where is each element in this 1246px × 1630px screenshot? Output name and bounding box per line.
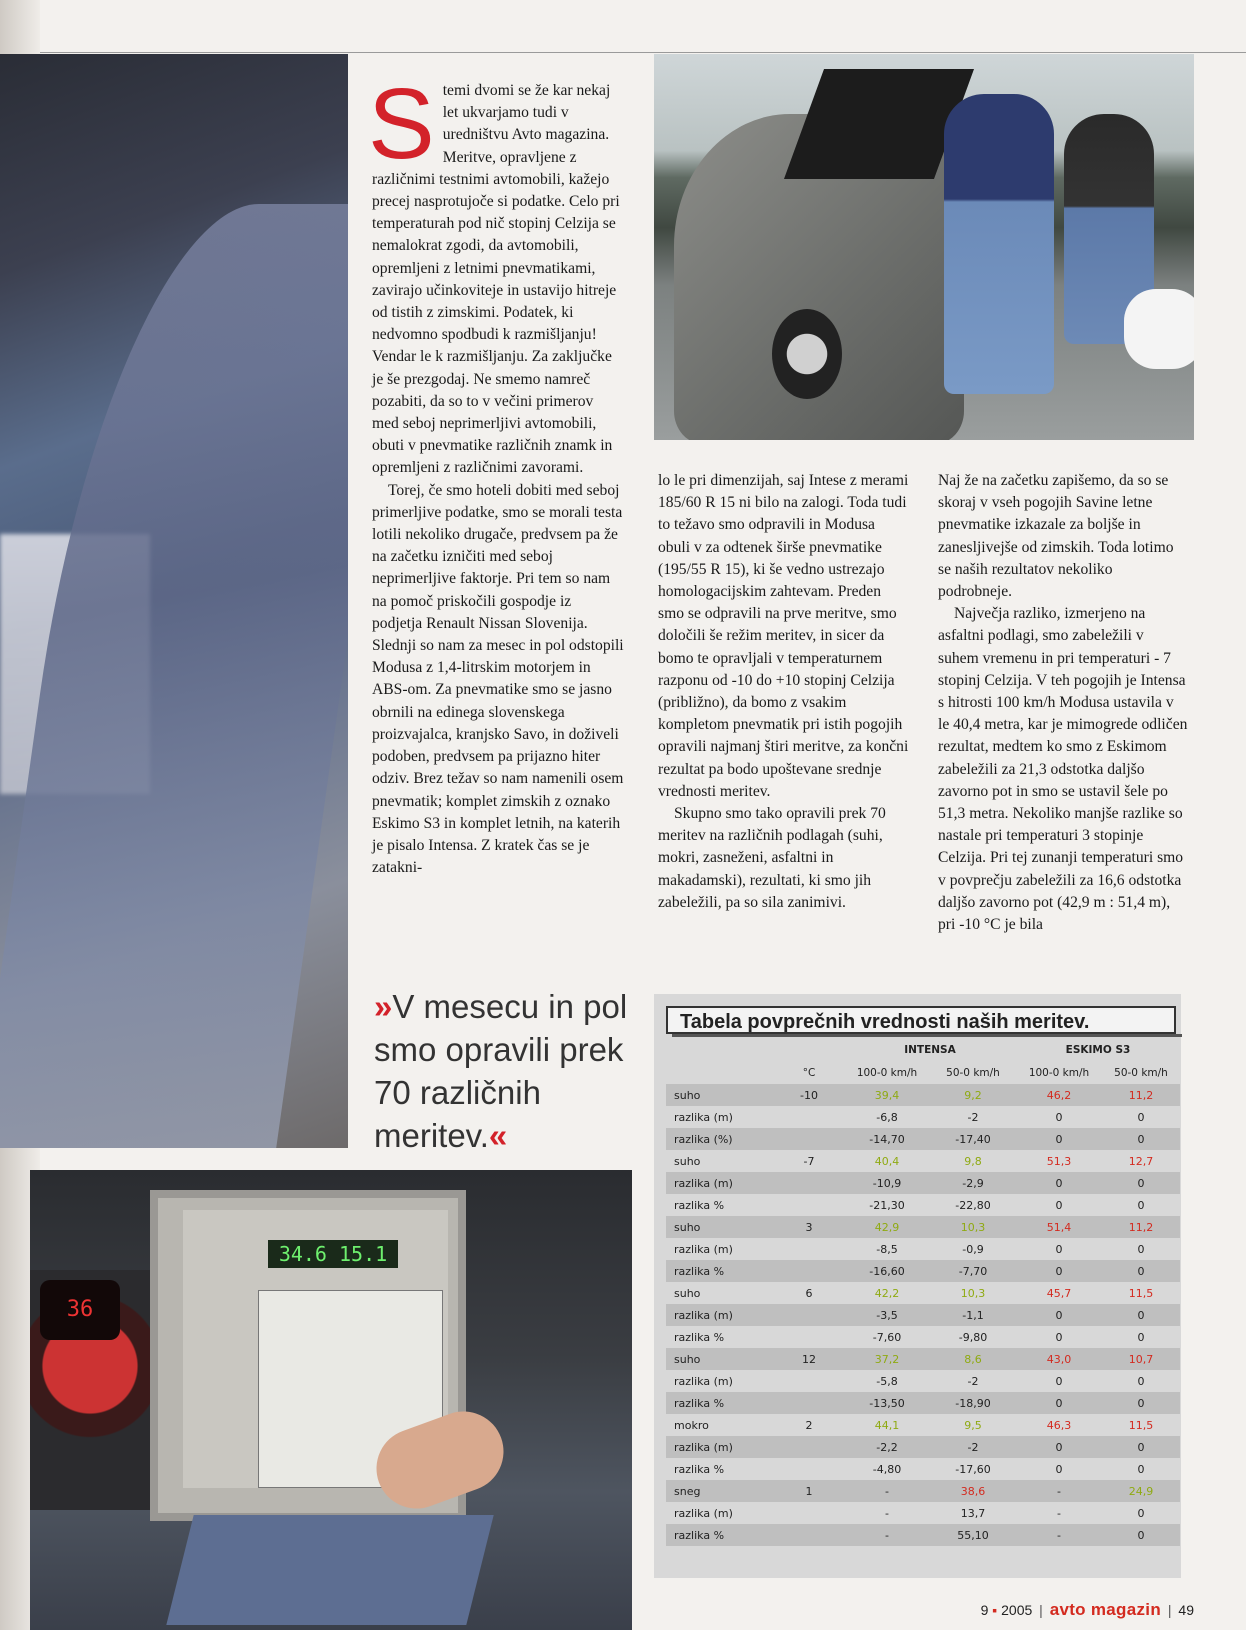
paragraph-text: temi dvomi se že kar nekaj let ukvarjamo tudi v uredništvu Avto magazina. Meritve, opravljene z različnimi testnimi avtomobili, kažejo precej nasprotujoče si podatke. Celo pri temperaturah pod nič stopinj Celzija se nemalokrat zgodi, da avtomobili, opremljeni z letnimi pnevmatikami, zavirajo učinkoviteje in ustavijo hitreje od tistih z zimskimi. Podatek, ki nedvomno spodbudi k razmišljanju! Vendar le k razmišljanju. Za zaključke je še prezgodaj. Ne smemo namreč pozabiti, da so to v večini primerov med seboj neprimerljivi avtomobili, obuti v pnevmatike različnih znamk in opremljeni z različnimi zavorami.	[372, 82, 620, 477]
table-cell: 0	[1055, 1462, 1063, 1476]
table-cell: 55,10	[930, 1524, 1016, 1546]
table-cell: 9,2	[930, 1084, 1016, 1106]
row-label: suho	[666, 1084, 774, 1106]
table-cell	[774, 1392, 844, 1414]
table-cell: 0	[1137, 1506, 1145, 1520]
row-label: suho	[674, 1154, 701, 1168]
row-label: razlika %	[674, 1330, 725, 1344]
table-cell: -	[1057, 1506, 1061, 1520]
group-header-eskimo: ESKIMO S3	[1065, 1044, 1131, 1056]
photo-dashboard	[30, 1270, 150, 1510]
photo-motion-person	[0, 54, 348, 1148]
issue-year: 2005	[1001, 1602, 1033, 1618]
table-row	[666, 1414, 1180, 1436]
table-cell: 42,9	[844, 1216, 930, 1238]
table-cell	[774, 1238, 844, 1260]
table-cell: 0	[1055, 1242, 1063, 1256]
group-header-intensa: INTENSA	[904, 1044, 956, 1056]
table-row	[666, 1458, 1180, 1480]
table-cell: 42,2	[874, 1286, 900, 1300]
table-cell: -14,70	[844, 1128, 930, 1150]
pull-quote-text: V mesecu in pol smo opravili prek 70 različnih meritev.	[374, 988, 628, 1154]
table-row	[666, 1392, 1180, 1414]
table-cell: -	[1016, 1480, 1102, 1502]
table-cell: -2	[930, 1436, 1016, 1458]
table-cell	[774, 1326, 844, 1348]
table-cell: 8,6	[930, 1348, 1016, 1370]
row-label: razlika %	[666, 1392, 774, 1414]
table-cell: 0	[1016, 1436, 1102, 1458]
table-cell: 0	[1137, 1374, 1145, 1388]
article-paragraph: lo le pri dimenzijah, saj Intese z merami 185/60 R 15 ni bilo na zalogi. Toda tudi to težavo smo odpravili in Modusa obuli v za odtenek širše pnevmatike (195/55 R 15), ki še vedno ustrezajo homologacijskim zahtevam. Preden smo se odpravili na prve meritve, smo določili še režim meritev, in sicer da bomo te opravljali v temperaturnem razponu od -10 do +10 stopinj Celzija (približno), da bomo z vsakim kompletom pnevmatik pri istih pogojih opravili najmanj štiri meritve, za končni rezultat pa bodo upoštevane srednje vrednosti meritev.	[658, 472, 909, 800]
article-column-2	[658, 470, 910, 914]
table-cell: 0	[1055, 1330, 1063, 1344]
photo-wheel	[772, 309, 842, 399]
table-cell: 0	[1102, 1304, 1180, 1326]
row-label: razlika (m)	[666, 1436, 774, 1458]
table-cell: 0	[1055, 1198, 1063, 1212]
table-cell: -	[844, 1524, 930, 1546]
table-cell: 10,7	[1102, 1348, 1180, 1370]
table-cell: 6	[805, 1286, 813, 1300]
quote-open-mark: »	[374, 988, 393, 1025]
table-row	[666, 1216, 1180, 1238]
table-cell: 10,3	[930, 1216, 1016, 1238]
table-cell: -6,8	[876, 1110, 898, 1124]
table-cell: 46,2	[1016, 1084, 1102, 1106]
table-cell: -7	[803, 1154, 815, 1168]
magazine-name: avto magazin	[1049, 1600, 1161, 1619]
table-cell	[774, 1128, 844, 1150]
col-header-eskimo-50: 50-0 km/h	[1114, 1067, 1168, 1079]
table-cell: 0	[1016, 1392, 1102, 1414]
table-cell: -7,70	[930, 1260, 1016, 1282]
col-header-temp: °C	[802, 1067, 816, 1079]
table-cell: 13,7	[960, 1506, 986, 1520]
col-header-intensa-100: 100-0 km/h	[856, 1067, 918, 1079]
table-cell: -22,80	[955, 1198, 991, 1212]
article-paragraph: Naj že na začetku zapišemo, da so se skoraj v vseh pogojih Savine letne pnevmatike izkazale za boljše in zanesljivejše od zimskih. Toda lotimo se naših rezultatov nekoliko podrobneje.	[938, 472, 1174, 601]
table-cell: 43,0	[1016, 1348, 1102, 1370]
table-row	[666, 1370, 1180, 1392]
row-label: razlika (m)	[674, 1506, 733, 1520]
table-cell: 45,7	[1046, 1286, 1072, 1300]
table-cell: 0	[1016, 1128, 1102, 1150]
col-header-eskimo-100: 100-0 km/h	[1028, 1067, 1090, 1079]
table-row	[666, 1106, 1180, 1128]
table-cell: 39,4	[844, 1084, 930, 1106]
table-cell: 0	[1137, 1110, 1145, 1124]
row-label: razlika %	[666, 1260, 774, 1282]
page-footer	[981, 1600, 1194, 1620]
photo-car-tire-change	[654, 54, 1194, 440]
footer-separator: |	[1039, 1602, 1043, 1618]
footer-dot: ▪	[992, 1602, 998, 1618]
row-label: suho	[674, 1286, 701, 1300]
table-body	[666, 1084, 1180, 1546]
row-label: razlika %	[674, 1198, 725, 1212]
table-cell: -17,40	[930, 1128, 1016, 1150]
table-cell: 12,7	[1128, 1154, 1154, 1168]
table-row	[666, 1128, 1180, 1150]
table-cell: 38,6	[930, 1480, 1016, 1502]
table-column-header	[666, 1062, 1180, 1084]
col-header-intensa-50: 50-0 km/h	[946, 1067, 1000, 1079]
issue-number: 9	[980, 1602, 989, 1618]
footer-separator: |	[1167, 1602, 1172, 1618]
table-cell: 9,8	[964, 1154, 982, 1168]
table-cell: -2,9	[930, 1172, 1016, 1194]
table-cell: 51,4	[1016, 1216, 1102, 1238]
table-row	[666, 1194, 1180, 1216]
table-row	[666, 1260, 1180, 1282]
top-rule	[40, 52, 1246, 53]
table-cell: 10,3	[960, 1286, 986, 1300]
table-cell: 0	[1102, 1128, 1180, 1150]
table-cell: 40,4	[874, 1154, 900, 1168]
table-cell: -9,80	[958, 1330, 988, 1344]
table-cell: -2,2	[844, 1436, 930, 1458]
table-cell: -	[885, 1506, 889, 1520]
table-cell	[774, 1370, 844, 1392]
photo-white-bag	[1124, 289, 1194, 369]
table-cell	[774, 1304, 844, 1326]
drop-cap: S	[368, 68, 435, 180]
table-cell: -2	[967, 1374, 979, 1388]
table-row	[666, 1326, 1180, 1348]
quote-close-mark: «	[488, 1117, 508, 1154]
table-cell: 1	[774, 1480, 844, 1502]
table-cell	[774, 1524, 844, 1546]
table-cell: 11,2	[1102, 1084, 1180, 1106]
table-row	[666, 1084, 1180, 1106]
row-label: razlika (m)	[666, 1304, 774, 1326]
table-cell: 0	[1102, 1392, 1180, 1414]
pull-quote	[374, 985, 644, 1157]
table-row	[666, 1436, 1180, 1458]
table-row	[666, 1524, 1180, 1546]
table-cell: 0	[1137, 1242, 1145, 1256]
table-row	[666, 1304, 1180, 1326]
table-cell: 11,2	[1102, 1216, 1180, 1238]
article-column-3	[938, 470, 1188, 936]
article-column-1	[368, 68, 624, 879]
table-cell: 24,9	[1102, 1480, 1180, 1502]
table-cell: 0	[1137, 1462, 1145, 1476]
table-cell: 9,5	[964, 1418, 982, 1432]
row-label: suho	[666, 1348, 774, 1370]
table-cell: 0	[1055, 1110, 1063, 1124]
row-label: razlika (m)	[674, 1110, 733, 1124]
table-cell: 0	[1016, 1172, 1102, 1194]
table-cell: 0	[1016, 1304, 1102, 1326]
photo-laptop-in-car	[30, 1170, 632, 1630]
table-cell: 11,5	[1128, 1418, 1154, 1432]
table-cell: 37,2	[844, 1348, 930, 1370]
table-cell: 0	[1102, 1172, 1180, 1194]
measurements-table	[666, 1038, 1180, 1546]
table-cell: -4,80	[872, 1462, 902, 1476]
row-label: razlika %	[666, 1524, 774, 1546]
photo-speed-gauge: 36	[40, 1280, 120, 1340]
table-cell: -5,8	[876, 1374, 898, 1388]
table-title: Tabela povprečnih vrednosti naših meritev.	[666, 1006, 1176, 1034]
table-cell	[774, 1106, 844, 1128]
photo-keyboard	[166, 1515, 493, 1625]
table-cell	[774, 1194, 844, 1216]
table-cell: -13,50	[844, 1392, 930, 1414]
table-cell: -8,5	[876, 1242, 898, 1256]
table-cell: -16,60	[844, 1260, 930, 1282]
table-cell	[774, 1172, 844, 1194]
table-cell: 0	[1055, 1374, 1063, 1388]
table-row	[666, 1150, 1180, 1172]
table-cell: 46,3	[1046, 1418, 1072, 1432]
photo-jeans-blur	[0, 204, 348, 1148]
table-cell: -0,9	[962, 1242, 984, 1256]
table-cell: 0	[1137, 1330, 1145, 1344]
table-cell: -1,1	[930, 1304, 1016, 1326]
row-label: mokro	[674, 1418, 709, 1432]
table-cell: -7,60	[872, 1330, 902, 1344]
photo-lcd-readout: 34.6 15.1	[268, 1240, 398, 1268]
table-cell: -10	[774, 1084, 844, 1106]
table-row	[666, 1480, 1180, 1502]
table-cell: -2	[967, 1110, 979, 1124]
page-number: 49	[1178, 1602, 1194, 1618]
table-cell: 51,3	[1046, 1154, 1072, 1168]
table-cell: -18,90	[930, 1392, 1016, 1414]
row-label: suho	[666, 1216, 774, 1238]
table-cell: -21,30	[869, 1198, 905, 1212]
table-cell	[774, 1436, 844, 1458]
table-cell	[774, 1458, 844, 1480]
article-paragraph	[368, 68, 624, 480]
row-label: razlika (m)	[666, 1172, 774, 1194]
row-label: razlika (%)	[666, 1128, 774, 1150]
table-cell: 0	[1102, 1524, 1180, 1546]
table-row	[666, 1172, 1180, 1194]
table-cell: 2	[805, 1418, 813, 1432]
table-row	[666, 1348, 1180, 1370]
table-row	[666, 1502, 1180, 1524]
table-cell: -	[844, 1480, 930, 1502]
table-row	[666, 1238, 1180, 1260]
table-group-header	[666, 1038, 1180, 1062]
table-cell: -17,60	[955, 1462, 991, 1476]
row-label: razlika (m)	[674, 1374, 733, 1388]
table-cell: 11,5	[1128, 1286, 1154, 1300]
table-cell: 12	[774, 1348, 844, 1370]
table-cell: -3,5	[844, 1304, 930, 1326]
row-label: razlika %	[674, 1462, 725, 1476]
table-cell	[774, 1502, 844, 1524]
photo-man-blue-jacket	[944, 94, 1054, 394]
row-label: razlika (m)	[674, 1242, 733, 1256]
table-cell: 44,1	[874, 1418, 900, 1432]
table-row	[666, 1282, 1180, 1304]
table-cell: 3	[774, 1216, 844, 1238]
table-cell: 0	[1137, 1198, 1145, 1212]
article-paragraph: Skupno smo tako opravili prek 70 meritev na različnih podlagah (suhi, mokri, zasneženi, asfaltni in makadamski), rezultati, ki smo jih zabeležili, pa so sila zanimivi.	[658, 805, 886, 911]
table-cell	[774, 1260, 844, 1282]
row-label: sneg	[666, 1480, 774, 1502]
table-cell: 0	[1102, 1436, 1180, 1458]
table-cell: -10,9	[844, 1172, 930, 1194]
article-paragraph: Največja razliko, izmerjeno na asfaltni podlagi, smo zabeležili v suhem vremenu in pri temperaturi - 7 stopinj Celzija. V teh pogojih je Intensa s hitrosti 100 km/h Modusa ustavila v le 40,4 metra, kar je mimogrede odličen rezultat, medtem ko smo z Eskimom zabeležili za 21,3 odstotka daljšo zavorno pot in smo se ustavil šele po 51,3 metra. Nekoliko manjše razlike so nastale pri temperaturi 3 stopinje Celzija. Pri tej zunanji temperaturi smo v povprečju zabeležili za 16,6 odstotka daljšo zavorno pot (42,9 m : 51,4 m), pri -10 °C je bila	[938, 605, 1188, 934]
table-cell: 0	[1102, 1260, 1180, 1282]
table-cell: -	[1016, 1524, 1102, 1546]
article-paragraph: Torej, če smo hoteli dobiti med seboj primerljive podatke, smo se morali testa lotili nekoliko drugače, predvsem pa že na začetku izničiti med seboj neprimerljive faktorje. Pri tem so nam na pomoč priskočili gospodje iz podjetja Renault Nissan Slovenija. Slednji so nam za mesec in pol odstopili Modusa z 1,4-litrskim motorjem in ABS-om. Za pnevmatike smo se jasno obrnili na edinega slovenskega proizvajalca, kranjsko Savo, in doživeli podoben, predvsem pa prijazno hiter odziv. Brez težav so nam namenili osem pnevmatik; komplet zimskih z oznako Eskimo S3 in komplet letnih, na katerih je pisalo Intensa. Z kratek čas se je zatakni-	[372, 481, 624, 877]
table-cell: 0	[1016, 1260, 1102, 1282]
